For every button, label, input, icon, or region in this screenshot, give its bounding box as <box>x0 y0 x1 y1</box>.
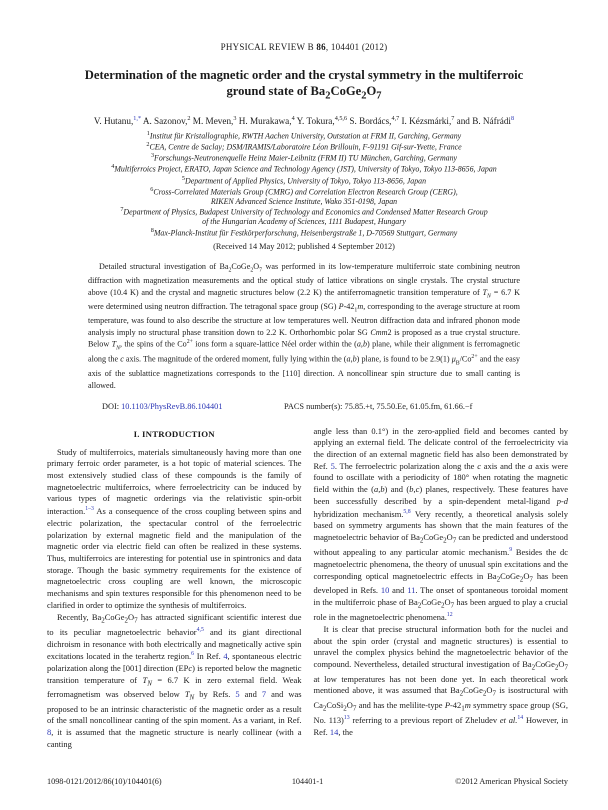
paragraph: angle less than 0.1°) in the zero-applied field and becomes canted by applying an external field. The delicate control of the ferroelectricity via the direction of an external magnetic field has also been demonstrated by Ref. 5. The ferroelectric polarization along the c axis and the a axis were found to oscillate with a periodicity of 180° when rotating the magnetic field within the (a,b) and (b,c) planes, respectively. These features have been successfully described by a spin-dependent metal-ligand p-d hybridization mechanism.$^{5,8}$ Very recently, a theoretical analysis solely based on symmetry arguments has shown that the main features of the magnetoelectric behavior of $Ba_2CoGe_2O_7$ can be predicted and understood without appealing to any particular atomic mechanism.$^9$ Besides the dc magnetoelectric phenomena, the theory of unusual spin excitations and the corresponding optical magnetoelectric effects in $Ba_2CoGe_2O_7$ has been developed in Refs. 10 and 11. The onset of spontaneous toroidal moment in the multiferroic phase of $Ba_2CoGe_2O_7$ has been argued to play a crucial role in the magnetoelectric phenomena.$^{12}$ <box>313 425 569 623</box>
journal-header: PHYSICAL REVIEW B 86, 104401 (2012) <box>220 42 388 52</box>
pacs-numbers: PACS number(s): 75.85.+t, 75.50.Ee, 61.05.fm, 61.66.−f <box>284 401 473 411</box>
paragraph: Study of multiferroics, materials simultaneously having more than one primary ferroic order parameter, is a hot topic of material sciences. The most extensively studied class of these compounds is the family of magnetoelectric multiferroics, where ferroelectricity can be induced by various types of magnetic orderings via the relativistic spin-orbit interaction.$^{1-3}$ As a consequence of the cross coupling between spins and electric polarization, the spectacular control of the ferroelectric polarization by external magnetic field and the manipulation of the magnetic order via electric field can often be realized in these systems. Thus, multiferroics are interesting for potential use in spintronics and data storage. Though the basic symmetry requirements for the existence of magnetoelectric cross coupling are well known, the microscopic mechanisms and spin textures responsible for this phenomenon need to be clarified in order to optimize the synthesis of multiferroics. <box>47 446 302 610</box>
footer-page-number: 104401-1 <box>291 777 324 786</box>
affiliation-line: $^6$Cross-Correlated Materials Group (CMRG) and Correlation Electron Research Group (CERG), <box>150 185 458 197</box>
section-heading-introduction: I. INTRODUCTION <box>133 428 215 439</box>
column-right <box>314 426 569 751</box>
affiliation-line: $^2$CEA, Centre de Saclay; DSM/IRAMIS/Laboratoire Léon Brillouin, F-91191 Gif-sur-Yvette, France <box>146 141 462 152</box>
column-left <box>47 426 302 751</box>
footer-issn: 1098-0121/2012/86(10)/104401(6) <box>47 777 162 786</box>
footer-copyright: ©2012 American Physical Society <box>455 777 569 786</box>
page-title: Determination of the magnetic order and the crystal symmetry in the multiferroic ground state of $Ba_2CoGe_2O_7$ <box>84 68 524 102</box>
affiliation-line: $^4$Multiferroics Project, ERATO, Japan Science and Technology Agency (JST), University of Tokyo, Tokyo 113-8656, Japan <box>111 163 497 175</box>
doi-pacs-row <box>88 402 520 411</box>
affiliation-line: $^3$Forschungs-Neutronenquelle Heinz Maier-Leibnitz (FRM II) TU München, Garching, Germany <box>150 152 458 163</box>
doi-block <box>102 402 284 411</box>
affiliation-line: $^8$Max-Planck-Institut für Festkörperforschung, Heisenbergstraße 1, D-70569 Stuttgart, Germany <box>150 226 458 238</box>
affiliation-line: of the Hungarian Academy of Sciences, 1111 Budapest, Hungary <box>202 217 406 227</box>
received-date: (Received 14 May 2012; published 4 September 2012) <box>213 241 395 251</box>
abstract: Detailed structural investigation of $Ba_2CoGe_2O_7$ was performed in its low-temperature multiferroic state combining neutron diffraction with magnetization measurements and the optical study of lattice vibrations on single crystals. The crystal structure above (10.4 K) and the crystal and magnetic structures below (2.2 K) the antiferromagnetic transition temperature of $T_N = 6.7$ K were determined using neutron diffraction. The tetragonal space group (SG) $P-42_1m$, corresponding to the average structure at room temperature, was found to also describe the structure at low temperatures well. Neutron diffraction data and infrared phonon mode analysis imply no structural phase transition down to 2.2 K. Orthorhombic polar SG Cmm2 is proposed as a true crystal structure. Below $T_N$, the spins of the $Co^{2+}$ ions form a square-lattice Néel order within the (a,b) plane, while their alignment is ferromagnetic along the c axis. The magnitude of the ordered moment, fully lying within the (a,b) plane, is found to be 2.9(1) $\mu_B/Co^{2+}$ and the easy axis of the sublattice magnetizations corresponds to the [110] direction. A noncollinear spin structure due to small canting is allowed. <box>88 261 520 390</box>
affiliation-line: $^7$Department of Physics, Budapest University of Technology and Economics and Condensed Matter Research Group <box>120 206 488 217</box>
affiliation-line: $^5$Department of Applied Physics, University of Tokyo, Tokyo 113-8656, Japan <box>181 174 427 186</box>
affiliation-line: $^1$Institut für Kristallographie, RWTH Aachen University, Outstation at FRM II, Garching, Germany <box>146 130 462 141</box>
paragraph: Recently, $Ba_2CoGe_2O_7$ has attracted significant scientific interest due to its peculiar magnetoelectric behavior$^{4,5}$ and its giant directional dichroism in resonance with both electrically and magnetically active spin excitations located in the terahertz region.$^6$ In Ref. 4, spontaneous electric polarization along the [001] direction (EPc) is reported below the magnetic transition temperature of $T_N = 6.7$ K in zero external field. Weak ferromagnetism was observed below $T_N$ by Refs. 5 and 7 and was proposed to be an intrinsic characteristic of the magnetic order as a result of the small noncollinear canting of the spin moment. As a variant, in Ref. 8, it is assumed that the magnetic structure is nearly collinear (with a canting <box>47 611 302 749</box>
two-column-body <box>47 426 568 751</box>
paragraph: It is clear that precise structural information both for the nuclei and about the spin order (crystal and magnetic structures) is essential to unravel the complex physics behind the magnetoelectric behavior of the compound. Nevertheless, detailed structural investigation of $Ba_2CoGe_2O_7$ at low temperatures has not been done yet. In each theoretical work mentioned above, it was assumed that $Ba_2CoGe_2O_7$ is isostructural with $Ca_2CoSi_2O_7$ and has the melilite-type $P-42_1m$ symmetry space group (SG, No. 113)$^{13}$ referring to a previous report of Zheludev et al.$^{14}$ However, in Ref. 14, the <box>313 623 568 737</box>
page-footer <box>47 777 568 786</box>
doi-link[interactable]: 10.1103/PhysRevB.86.104401 <box>121 401 223 411</box>
affiliations-block <box>0 130 608 238</box>
authors-line: V. Hutanu,$^{1,*}$ A. Sazonov,$^2$ M. Meven,$^3$ H. Murakawa,$^4$ Y. Tokura,$^{4,5,6}$ S. Bordács,$^{4,7}$ I. Kézsmárki,$^7$ and B. Náfrádi$^8$ <box>93 115 515 127</box>
affiliation-line: RIKEN Advanced Science Institute, Wako 351-0198, Japan <box>210 196 398 206</box>
doi-label: DOI: <box>102 401 120 411</box>
